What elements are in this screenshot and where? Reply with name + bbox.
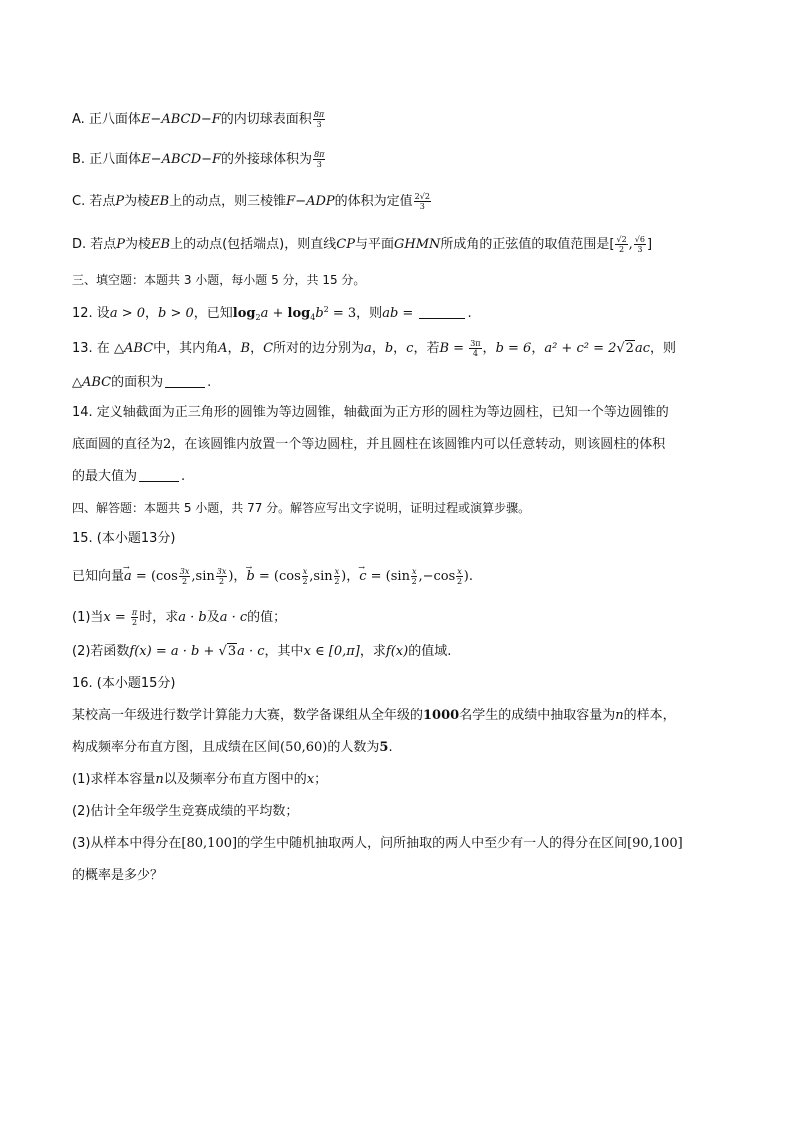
question-16-part-2: (2)估计全年级学生竞赛成绩的平均数； <box>72 804 299 819</box>
question-14-line-2: 底面圆的直径为2，在该圆锥内放置一个等边圆柱，并且圆柱在该圆锥内可以任意转动，则该圆柱的体积 <box>72 437 666 452</box>
question-16-part-3: (3)从样本中得分在[80,100]的学生中随机抽取两人，问所抽取的两人中至少有一人的得分在区间[90,100] <box>72 836 683 851</box>
answer-blank[interactable] <box>165 375 205 388</box>
question-14: 14. 定义轴截面为正三角形的圆锥为等边圆锥，轴截面为正方形的圆柱为等边圆柱，已知一个等边圆锥的 <box>72 405 669 420</box>
answer-blank[interactable] <box>419 306 465 319</box>
solid-name: E−ABCD−F <box>140 112 221 127</box>
question-15-part-2: (2)若函数f(x) = a · b + √3a · c，其中x ∈ [0,π]，求f(x)的值域. <box>72 644 452 659</box>
option-d-label: D. 若点 <box>72 237 117 252</box>
option-a-label: A. 正八面体 <box>72 112 141 127</box>
option-text: 的内切球表面积 <box>220 112 312 127</box>
section-4-heading <box>72 500 530 516</box>
option-text: 的外接球体积为 <box>221 152 313 167</box>
question-13: 13. 在 △ABC中，其内角A，B，C所对的边分别为a，b，c，若B = $\frac{3\pi}{4}$ ，b = 6，a² + c² = 2√2ac，则 <box>72 339 676 358</box>
fraction: $\frac{3\pi}{4}$ <box>470 339 481 358</box>
fraction: $\frac{8\pi}{3}$ <box>314 150 325 169</box>
question-13-line-2: △ABC的面积为 . <box>72 375 212 390</box>
fraction: $\frac{√6}{3}$ <box>634 235 645 254</box>
question-15-header: 15. (本小题13分) <box>72 531 176 546</box>
sqrt: √2 <box>616 341 634 356</box>
question-16-line-2: 构成频率分布直方图，且成绩在区间(50,60)的人数为5. <box>72 740 393 755</box>
question-16-line-1: 某校高一年级进行数学计算能力大赛，数学备课组从全年级的1000名学生的成绩中抽取容量为n的样本， <box>72 708 676 723</box>
solid-name: E−ABCD−F <box>141 152 222 167</box>
fraction: $\frac{8\pi}{3}$ <box>313 110 325 129</box>
question-16-part-1: (1)求样本容量n以及频率分布直方图中的x； <box>72 772 328 787</box>
section-3-heading <box>72 272 365 288</box>
question-15-vectors: 已知向量→ a = (cos $\frac{3x}{2}$ ,sin $\frac{3x}{2}$ )，→ b = (cos $\frac{x}{2}$ ,sin $\frac{x}{2}$ )，→ c = (sin $\frac{x}{2}$ ,−cos $\frac{x}{2}$ ). <box>72 567 473 586</box>
answer-blank[interactable] <box>139 469 179 482</box>
option-c-label: C. 若点 <box>72 194 116 209</box>
question-16-header: 16. (本小题15分) <box>72 676 176 691</box>
fraction: $\frac{√2}{2}$ <box>616 235 627 254</box>
option-d: D. 若点P为棱EB上的动点(包括端点)，则直线CP与平面GHMN所成角的正弦值的取值范围是[ $\frac{√2}{2}$ , $\frac{√6}{3}$ ] <box>72 235 653 254</box>
question-14-line-3: 的最大值为 . <box>72 469 186 484</box>
question-16-part-3-line-2: 的概率是多少？ <box>72 868 164 883</box>
section-title: 四、解答题：本题共 5 小题，共 77 分。解答应写出文字说明，证明过程或演算步骤。 <box>72 501 531 515</box>
option-c: C. 若点P为棱EB上的动点，则三棱锥F−ADP的体积为定值 $\frac{2√2}{3}$ <box>72 192 430 211</box>
option-b-label: B. 正八面体 <box>72 152 142 167</box>
fraction: $\frac{2√2}{3}$ <box>414 192 430 211</box>
question-15-part-1: (1)当x = $\frac{\pi}{2}$ 时，求a · b及a · c的值； <box>72 608 287 627</box>
section-title: 三、填空题：本题共 3 小题，每小题 5 分，共 15 分。 <box>72 273 366 287</box>
option-a <box>72 110 326 129</box>
question-12: 12. 设a > 0，b > 0，已知$\log_2a + \log_4b^2 = 3$，则ab = . <box>72 305 472 322</box>
option-b <box>72 150 326 169</box>
